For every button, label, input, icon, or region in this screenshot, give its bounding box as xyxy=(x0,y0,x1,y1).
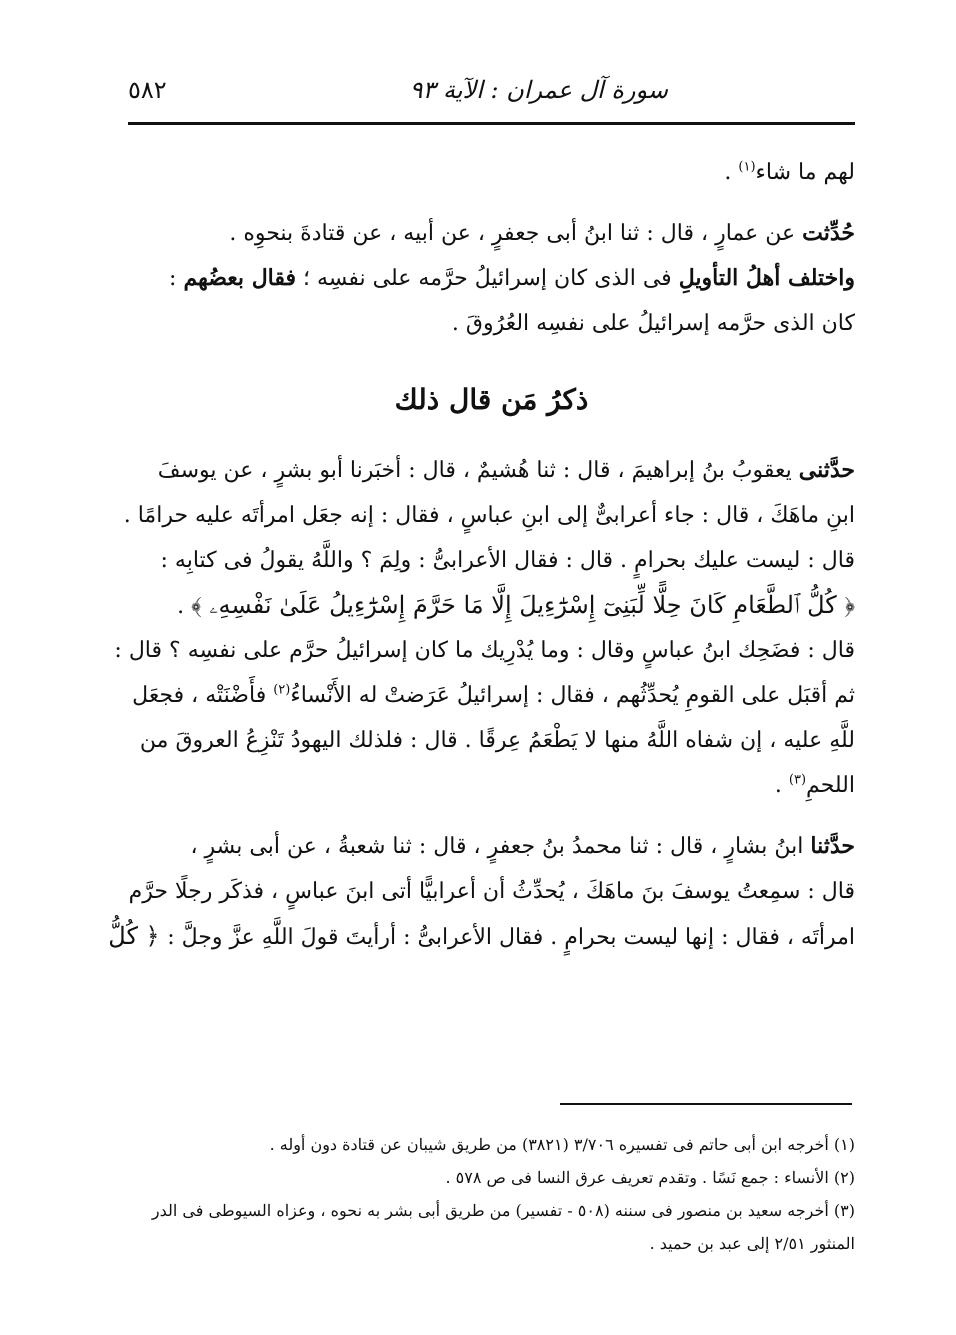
paragraph-1: لهم ما شاء$^{(١)}$ . xyxy=(724,159,855,185)
paragraph-4-line-8: اللحمِ$^{(٣)}$ . xyxy=(774,772,855,798)
section-heading: ذكرُ مَن قال ذلك xyxy=(394,383,589,416)
page-number: ٥٨٢ xyxy=(128,76,167,104)
footnotes xyxy=(135,1128,855,1260)
footnote-2: (٢) الأنساء : جمع نَسًا . وتقدم تعريف عرق النسا فى ص ٥٧٨ . xyxy=(445,1168,855,1187)
paragraph-5-line-3: امرأتَه ، فقال : إنها ليست بحرامٍ . فقال الأعرابىُّ : أرأيتَ قولَ اللَّهِ عزَّ وجلَّ : ﴿ كُلُّ xyxy=(108,922,855,950)
paragraph-4-line-2: ابنِ ماهَكَ ، قال : جاء أعرابىٌّ إلى ابنِ عباسٍ ، فقال : إنه جعَل امرأتَه عليه حرامًا . xyxy=(123,503,855,528)
footnote-ref-1: (١) xyxy=(738,159,756,175)
paragraph-4-line-1: حدَّثنى يعقوبُ بنُ إبراهيمَ ، قال : ثنا هُشيمٌ ، قال : أخبَرنا أبو بشرٍ ، عن يوسفَ xyxy=(157,457,855,483)
quran-verse: ﴿ كُلُّ ٱلطَّعَامِ كَانَ حِلًّا لِّبَنِىٓ إِسْرَٰٓءِيلَ إِلَّا مَا حَرَّمَ إِسْرَٰٓءِيلُ عَلَىٰ نَفْسِهِۦ ﴾ . xyxy=(177,591,855,619)
footnote-1: (١) أخرجه ابن أبى حاتم فى تفسيره ٣/٧٠٦ (٣٨٢١) من طريق شيبان عن قتادة دون أوله . xyxy=(269,1135,855,1154)
footnote-3: (٣) أخرجه سعيد بن منصور فى سننه (٥٠٨ - تفسير) من طريق أبى بشر به نحوه ، وعزاه السيوطى فى الدر xyxy=(151,1201,855,1220)
paragraph-4-line-3: قال : ليست عليك بحرامٍ . قال : فقال الأعرابىُّ : ولِمَ ؟ واللَّهُ يقولُ فى كتابِه : xyxy=(160,548,855,573)
narration-lead: حدَّثنا xyxy=(810,833,855,859)
paragraph-4-line-6: ثم أقبَل على القومِ يُحدِّثُهم ، فقال : إسرائيلُ عَرَضتْ له الأَنْساءُ$^{(٢)}$ فأَضْنَتْه ، فجعَل xyxy=(132,682,855,708)
header-rule xyxy=(128,122,855,125)
quran-verse-text: ﴿ كُلُّ ٱلطَّعَامِ كَانَ حِلًّا لِّبَنِىٓ إِسْرَٰٓءِيلَ إِلَّا مَا حَرَّمَ إِسْرَٰٓءِيلُ عَلَىٰ نَفْسِهِۦ ﴾ xyxy=(191,591,855,619)
main-text xyxy=(108,150,855,959)
paragraph-5-line-1: حدَّثنا ابنُ بشارٍ ، قال : ثنا محمدُ بنُ جعفرٍ ، قال : ثنا شعبةُ ، عن أبى بشرٍ ، xyxy=(190,833,855,859)
narration-lead: حدَّثنى xyxy=(798,457,855,483)
paragraph-5-line-2: قال : سمِعتُ يوسفَ بنَ ماهَكَ ، يُحدِّثُ أن أعرابيًّا أتى ابنَ عباسٍ ، فذكَر رجلًا حرَّم xyxy=(128,879,855,904)
narration-lead: حُدِّثت xyxy=(802,220,855,246)
paragraph-3-line-1: واختلف أهلُ التأويلِ فى الذى كان إسرائيلُ حرَّمه على نفسِه ؛ فقال بعضُهم : xyxy=(169,265,855,291)
paragraph-2: حُدِّثت عن عمارٍ ، قال : ثنا ابنُ أبى جعفرٍ ، عن أبيه ، عن قتادةَ بنحوِه . xyxy=(229,220,855,246)
narration-lead: واختلف أهلُ التأويلِ xyxy=(678,265,855,291)
paragraph-4-line-7: للَّهِ عليه ، إن شفاه اللَّهُ منها لا يَطْعَمُ عِرقًا . قال : فلذلك اليهودُ تَنْزِعُ العروقَ من xyxy=(139,728,855,753)
paragraph-3-line-2: كان الذى حرَّمه إسرائيلُ على نفسِه العُرُوقَ . xyxy=(451,311,855,336)
footnote-3-continued: المنثور ٢/٥١ إلى عبد بن حميد . xyxy=(649,1234,855,1253)
page-header xyxy=(128,68,853,112)
footnote-ref-2: (٢) xyxy=(273,682,291,698)
footnote-ref-3: (٣) xyxy=(788,772,807,788)
paragraph-4-line-5: قال : فضَحِك ابنُ عباسٍ وقال : وما يُدْرِيك ما كان إسرائيلُ حرَّم على نفسِه ؟ قال : xyxy=(114,638,855,663)
footnote-separator xyxy=(560,1103,852,1105)
running-title: سورة آل عمران : الآية ٩٣ xyxy=(409,76,668,104)
